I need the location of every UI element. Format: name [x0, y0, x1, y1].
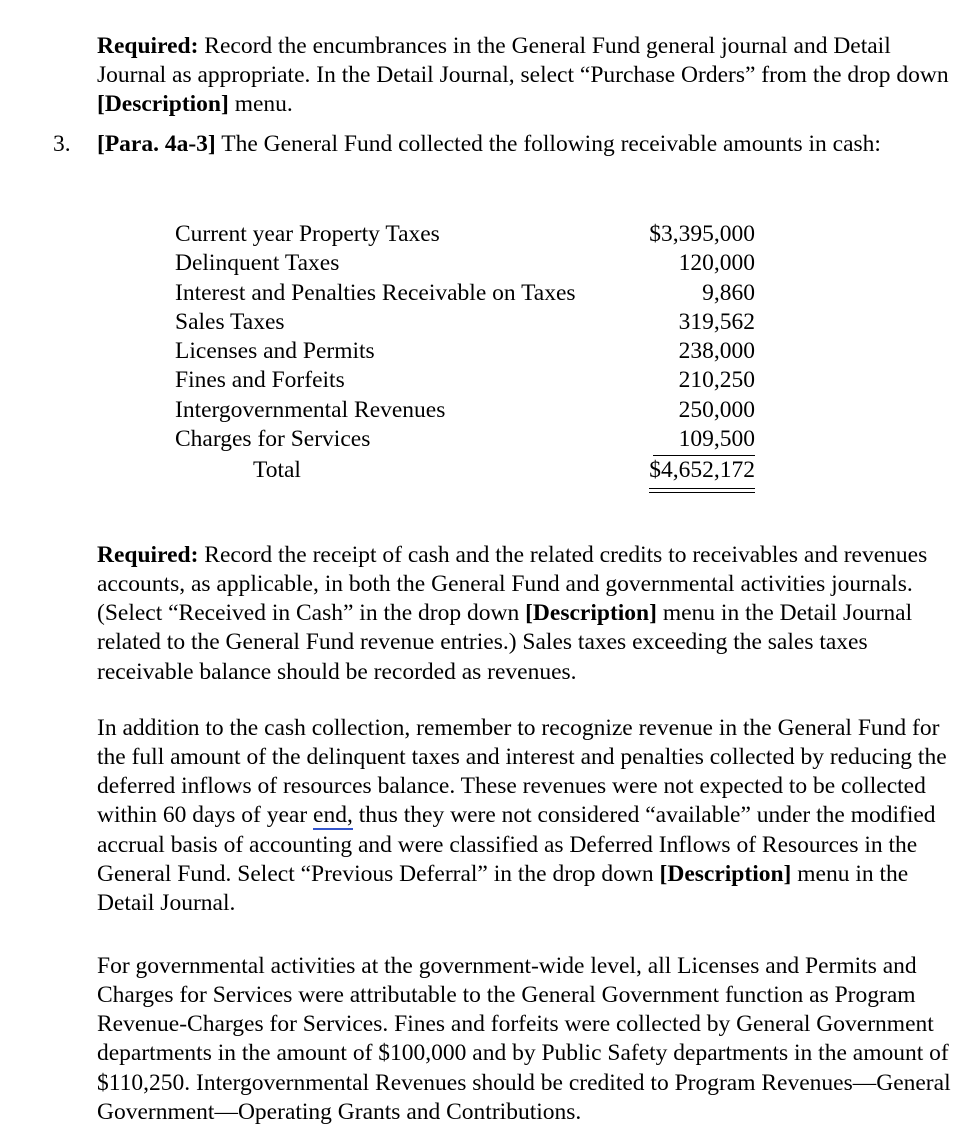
- row-value-text: 120,000: [678, 250, 755, 277]
- row-label: Delinquent Taxes: [175, 250, 340, 277]
- description-menu-label: [Description]: [525, 600, 657, 627]
- row-label: Charges for Services: [175, 426, 371, 453]
- row-value: [586, 425, 755, 456]
- list-item-text: The General Fund collected the following receivable amounts in cash:: [215, 131, 881, 157]
- required-body-text: Record the receipt of cash and the related credits to receivables and revenues accounts, as applicable, in both the General Fund and governmental activities journals. (Select “Received in Cash” in the drop down: [97, 541, 928, 627]
- table-row: [175, 396, 755, 425]
- total-label: Total: [253, 457, 301, 484]
- required-label: Required:: [97, 32, 199, 59]
- table-total-row: [175, 456, 755, 488]
- table-row: [175, 366, 755, 395]
- row-label: Intergovernmental Revenues: [175, 396, 446, 423]
- paragraph-deferred-inflows: [97, 714, 969, 919]
- row-value-text: 319,562: [678, 308, 755, 335]
- row-value-text: $3,395,000: [649, 221, 755, 247]
- total-value: [586, 456, 755, 488]
- grammar-flagged-text: end,: [313, 802, 353, 829]
- row-label: Sales Taxes: [175, 308, 285, 335]
- para-reference: [Para. 4a-3]: [97, 131, 216, 157]
- addition-text-tail: menu in the Detail Journal.: [97, 860, 909, 917]
- required-body-text: Record the encumbrances in the General Fund general journal and Detail Journal as appropriate. In the Detail Journal, select “Purchase Orders” from the drop down: [97, 32, 949, 88]
- row-value-text: 238,000: [678, 338, 755, 365]
- required-body-text-tail: menu in the Detail Journal related to the General Fund revenue entries.) Sales taxes exceeding the sales taxes receivable balance should be recorded as revenues.: [97, 600, 913, 685]
- row-value-text: 109,500: [653, 425, 755, 456]
- paragraph-required-cash-receipt: [97, 541, 969, 687]
- row-label: Fines and Forfeits: [175, 367, 345, 394]
- table-row: [175, 308, 755, 337]
- row-value-text: 9,860: [702, 279, 755, 306]
- list-item-marker: 3.: [53, 131, 71, 157]
- paragraph-governmental-activities: For governmental activities at the government-wide level, all Licenses and Permits and Charges for Services were attributable to the General Government function as Program Revenue-Charges for Services. Fines and forfeits were collected by General Government departments in the amount of $100,000 and by Public Safety departments in the amount of $110,250. Intergovernmental Revenues should be credited to Program Revenues—General Government—Operating Grants and Contributions.: [97, 952, 951, 1125]
- row-value: [586, 308, 755, 337]
- row-value: [586, 366, 755, 395]
- required-label: Required:: [97, 541, 199, 568]
- table-row: [175, 279, 755, 308]
- table-row: [175, 249, 755, 278]
- addition-text-lead: In addition to the cash collection, remember to recognize revenue in the General Fund for the full amount of the delinquent taxes and interest and penalties collected by reducing the deferred inflows of resources balance. These revenues were not expected to be collected within 60 days of year: [97, 714, 947, 829]
- receivable-amounts-table: [175, 220, 755, 489]
- required-body-text-tail: menu.: [228, 91, 293, 118]
- row-value-text: 210,250: [678, 367, 755, 394]
- list-item-body: [97, 130, 952, 159]
- description-menu-label: [Description]: [659, 860, 792, 887]
- paragraph-required-encumbrances: [97, 32, 952, 120]
- table-row: [175, 220, 755, 249]
- total-value-text: $4,652,172: [649, 456, 755, 488]
- row-value-text: 250,000: [678, 396, 755, 423]
- description-menu-label: [Description]: [97, 91, 229, 118]
- list-item: [53, 130, 953, 159]
- row-label: Current year Property Taxes: [175, 221, 440, 247]
- row-value: [586, 396, 755, 425]
- row-label: Licenses and Permits: [175, 338, 375, 365]
- row-value: [586, 279, 755, 308]
- addition-text-middle: thus they were not considered “available” under the modified accrual basis of accounting and were classified as Deferred Inflows of Resources in the General Fund. Select “Previous Deferral” in the drop down: [97, 802, 936, 887]
- table-row: [175, 337, 755, 366]
- table-body: [175, 220, 755, 489]
- row-label: Interest and Penalties Receivable on Taxes: [175, 279, 576, 306]
- row-value: [586, 220, 755, 249]
- table-row: [175, 425, 755, 456]
- row-value: [586, 337, 755, 366]
- row-value: [586, 249, 755, 278]
